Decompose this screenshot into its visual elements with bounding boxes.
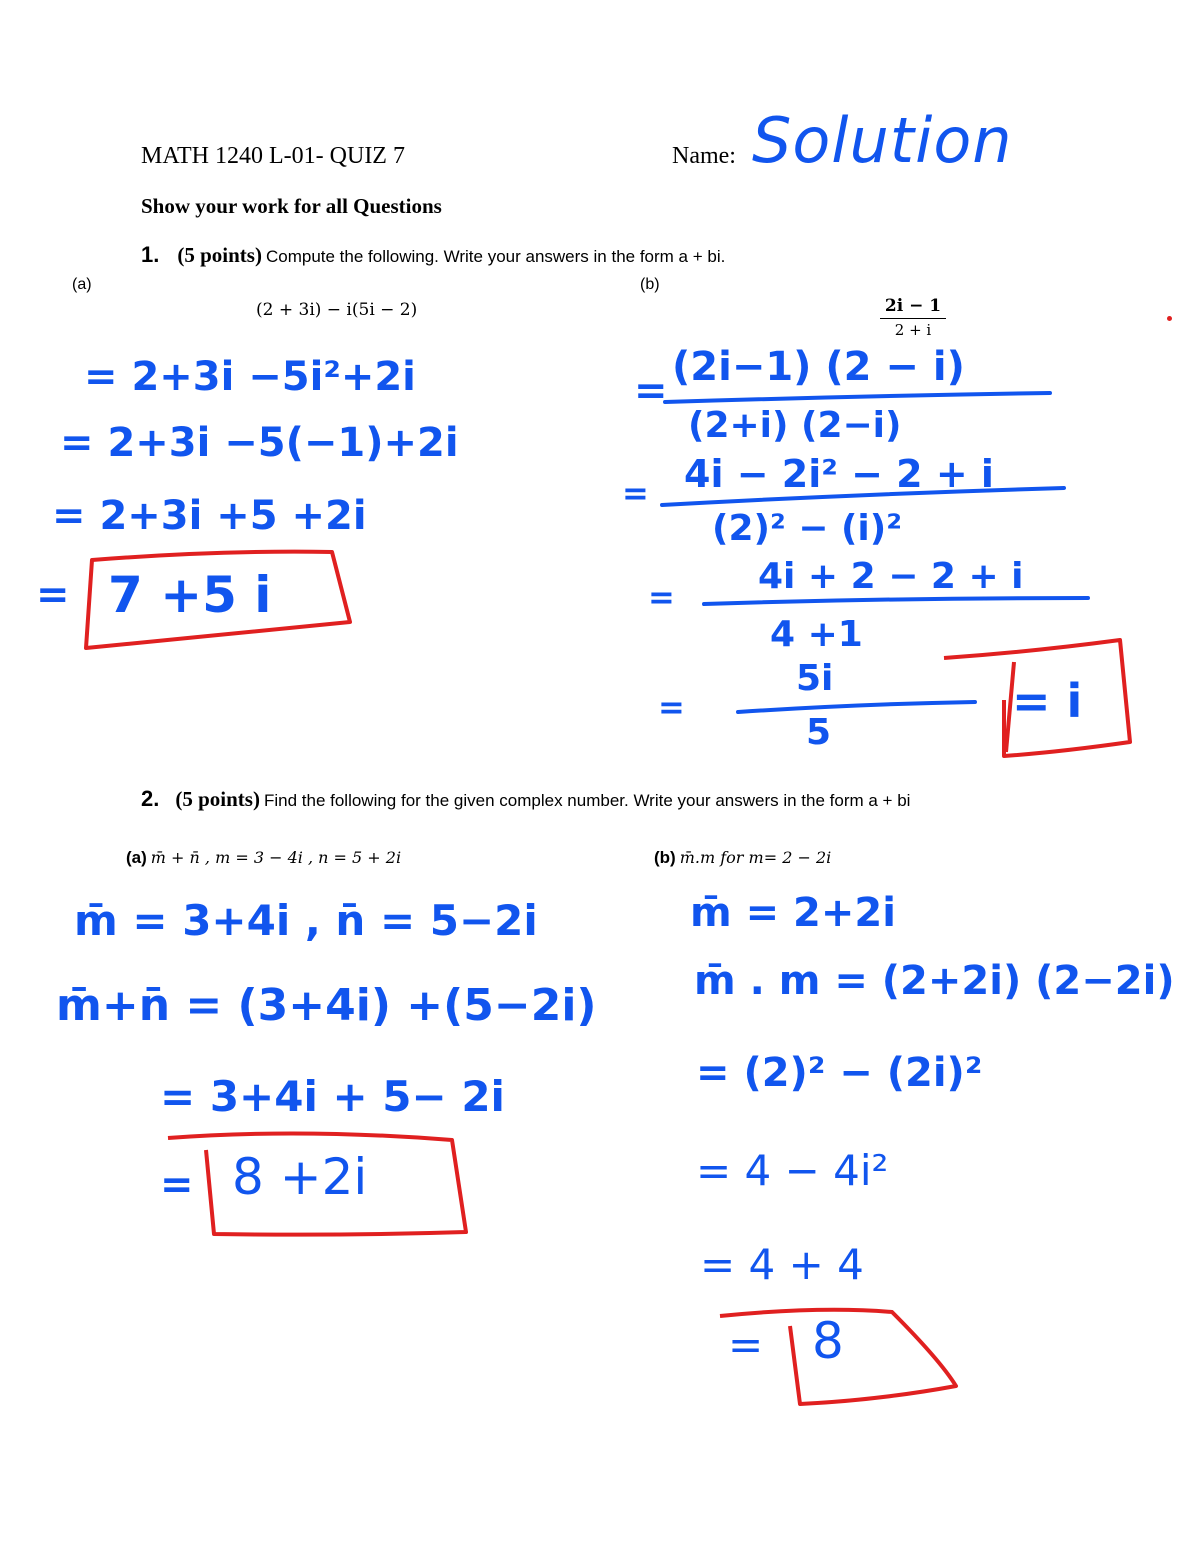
q2b-step-2: m̄ . m = (2+2i) (2−2i) xyxy=(694,958,1175,1004)
q2a-step-1: m̄ = 3+4i , n̄ = 5−2i xyxy=(74,896,538,945)
fraction-bar xyxy=(880,318,946,319)
q1a-step-2: = 2+3i −5(−1)+2i xyxy=(60,420,459,466)
q1b-step-3-num: 4i + 2 − 2 + i xyxy=(758,556,1024,597)
question-points: (5 points) xyxy=(175,787,260,811)
red-dot xyxy=(1167,316,1172,321)
q1b-step-4-num: 5i xyxy=(796,658,834,699)
q1a-step-4: = xyxy=(36,572,70,618)
q2b-prompt xyxy=(654,848,831,868)
question-prompt: Compute the following. Write your answers in the form a + bi. xyxy=(265,247,726,266)
q2a-label: (a) xyxy=(126,848,147,867)
q1a-step-1: = 2+3i −5i²+2i xyxy=(84,354,416,400)
q1b-numerator: 2i − 1 xyxy=(884,296,942,316)
q2a-step-3: = 3+4i + 5− 2i xyxy=(160,1072,505,1121)
name-value: Solution xyxy=(752,104,1013,177)
q2b-step-6: = xyxy=(728,1320,764,1369)
q1b-label: (b) xyxy=(640,276,660,293)
q2b-step-1: m̄ = 2+2i xyxy=(690,890,896,936)
q1b-fraction xyxy=(880,296,946,339)
q2a-prompt xyxy=(126,848,401,868)
q1b-step-4-eq: = xyxy=(658,688,685,726)
q1a-expression: (2 + 3i) − i(5i − 2) xyxy=(256,300,418,320)
q2b-step-4: = 4 − 4i² xyxy=(696,1146,889,1195)
question-prompt: Find the following for the given complex number. Write your answers in the form a + bi xyxy=(263,791,911,810)
fraction-bar-1 xyxy=(665,393,1050,402)
q1b-step-3-eq: = xyxy=(648,578,675,616)
question-number: 1. xyxy=(141,242,160,267)
question-number: 2. xyxy=(141,786,160,811)
q2a-step-2: m̄+n̄ = (3+4i) +(5−2i) xyxy=(56,980,597,1031)
q1b-step-3-den: 4 +1 xyxy=(770,614,863,655)
q1b-step-1-num: (2i−1) (2 − i) xyxy=(672,344,965,390)
q1b-step-1-den: (2+i) (2−i) xyxy=(688,405,902,446)
q1b-step-4-den: 5 xyxy=(806,712,832,753)
q2a-step-4: = xyxy=(160,1162,194,1208)
q2b-step-3: = (2)² − (2i)² xyxy=(696,1050,983,1096)
q1b-step-2-eq: = xyxy=(622,474,649,512)
q1a-label: (a) xyxy=(72,276,92,293)
q2a-answer: 8 +2i xyxy=(232,1148,368,1206)
question-1-heading xyxy=(141,242,725,268)
question-points: (5 points) xyxy=(177,243,262,267)
q1b-denominator: 2 + i xyxy=(894,321,932,339)
fraction-bar-4 xyxy=(738,702,975,712)
q1b-step-2-num: 4i − 2i² − 2 + i xyxy=(684,452,994,496)
q1a-step-3: = 2+3i +5 +2i xyxy=(52,493,367,539)
q2b-label: (b) xyxy=(654,848,676,867)
q1b-step-1-eq: = xyxy=(634,368,668,414)
q2a-expression: m̄ + n̄ , m = 3 − 4i , n = 5 + 2i xyxy=(150,848,402,867)
name-label: Name: xyxy=(672,143,736,169)
instructions: Show your work for all Questions xyxy=(141,194,442,218)
q2b-expression: m̄.m for m= 2 − 2i xyxy=(679,848,832,867)
fraction-bar-3 xyxy=(704,598,1088,604)
quiz-title: MATH 1240 L-01- QUIZ 7 xyxy=(141,143,405,169)
q1b-answer: = i xyxy=(1012,674,1083,728)
question-2-heading xyxy=(141,786,910,812)
q2b-step-5: = 4 + 4 xyxy=(700,1240,864,1289)
q1a-answer: 7 +5 i xyxy=(108,566,272,624)
q2b-answer: 8 xyxy=(812,1312,844,1370)
q1b-step-2-den: (2)² − (i)² xyxy=(712,508,902,549)
